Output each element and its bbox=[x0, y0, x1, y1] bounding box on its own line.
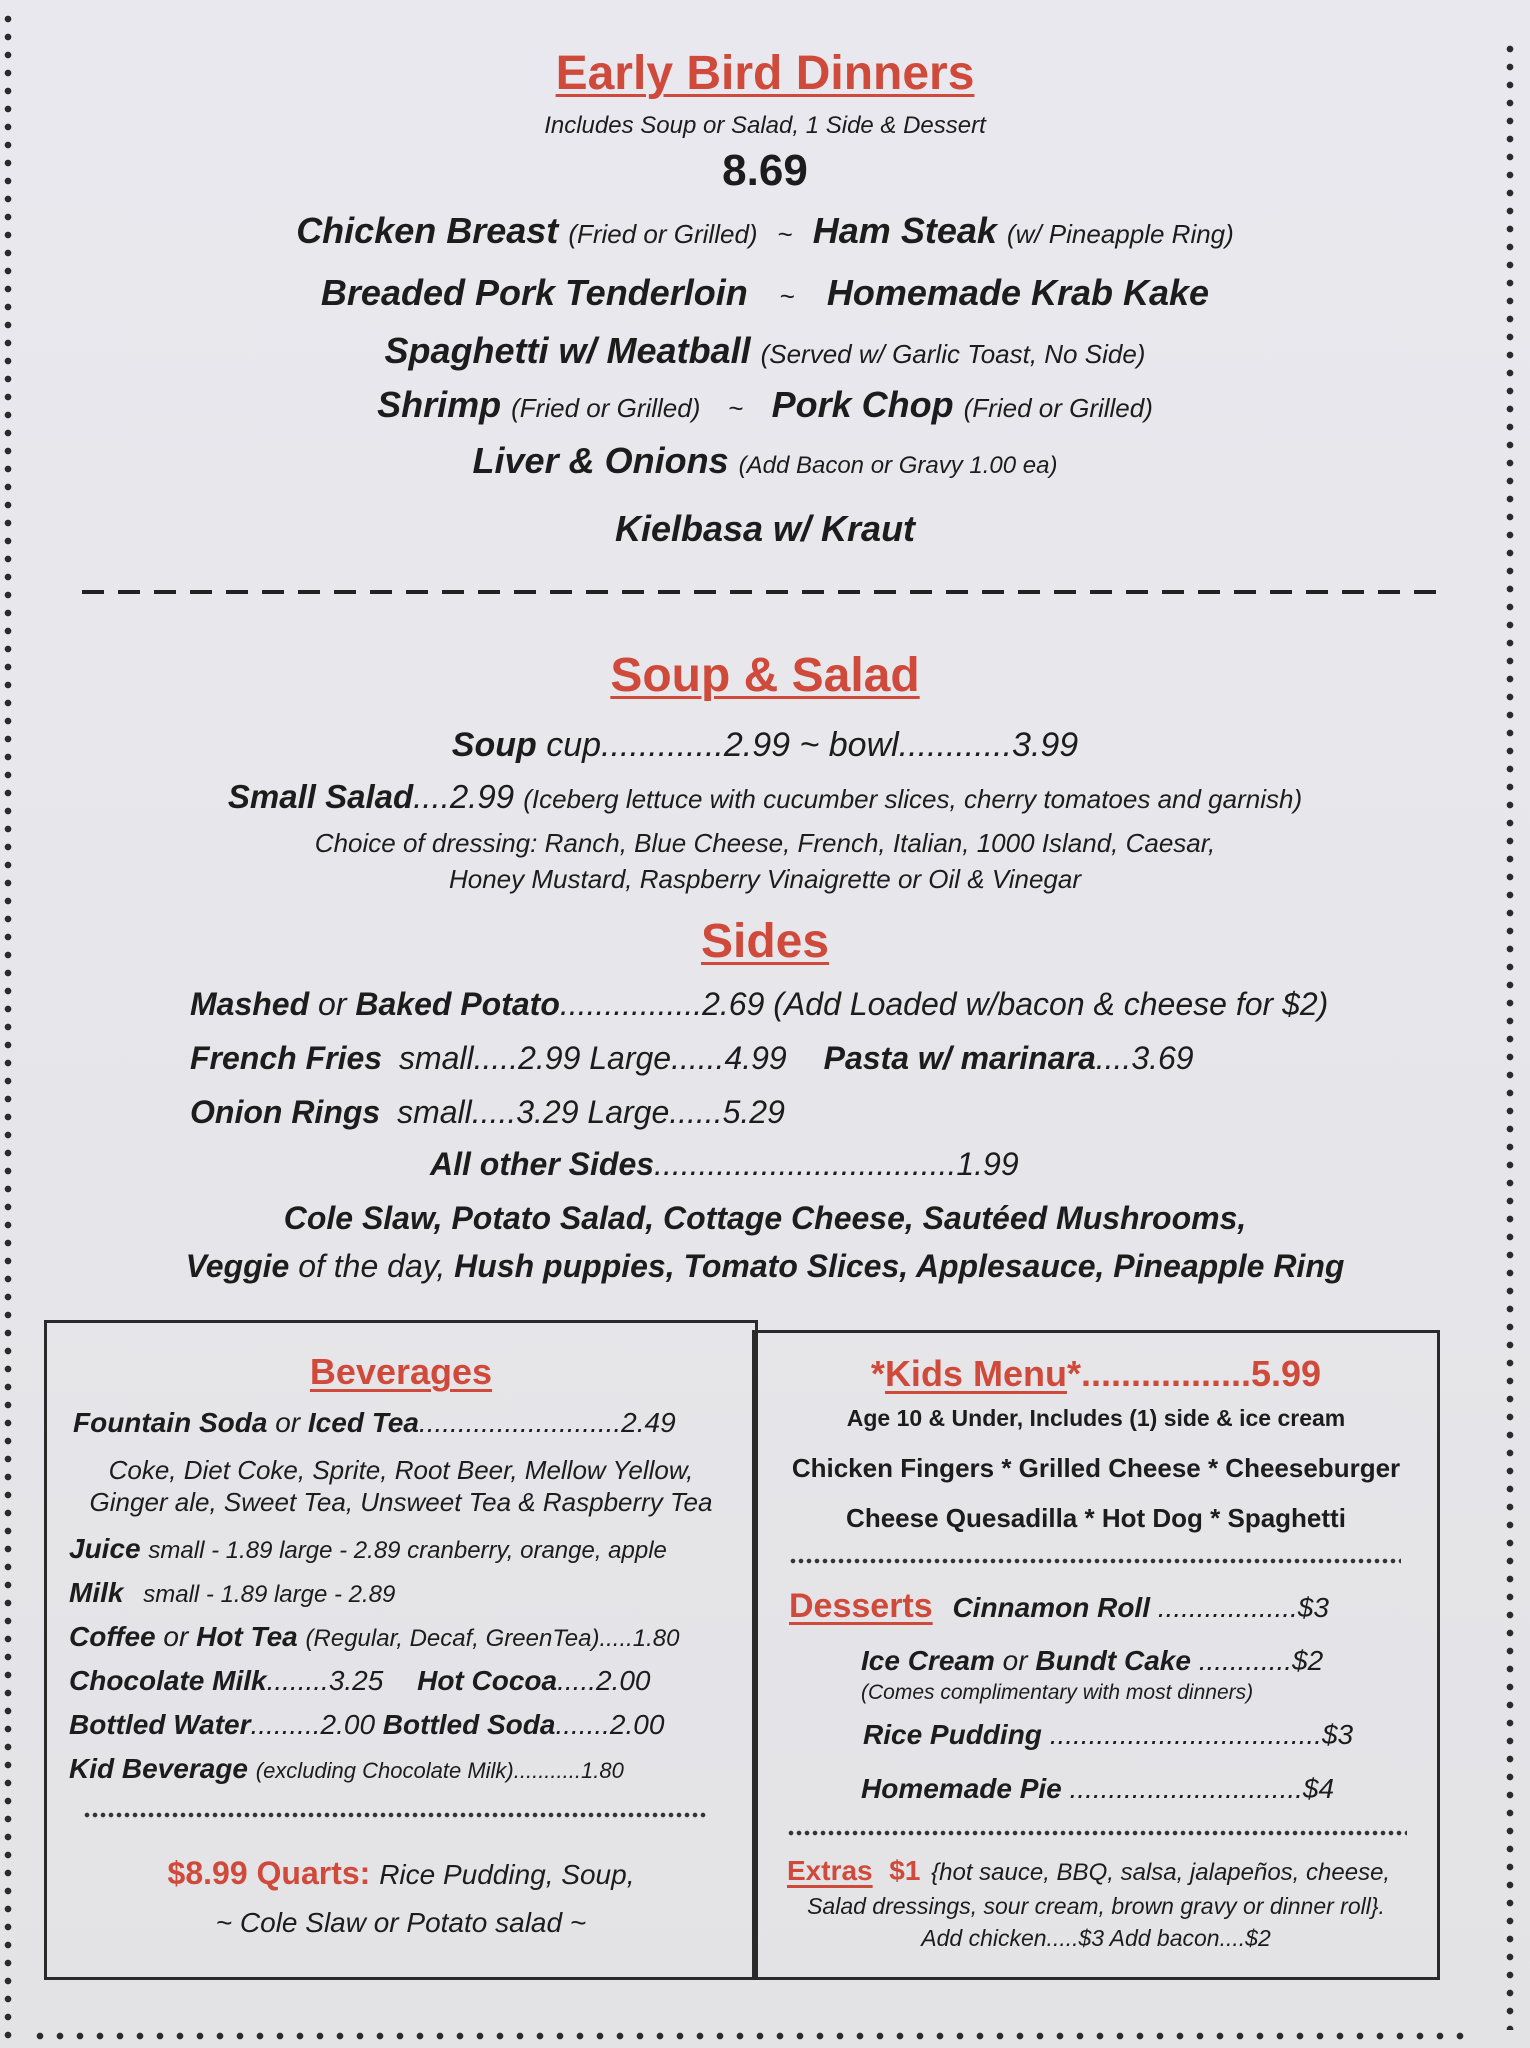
other-price: ..................................1.99 bbox=[654, 1146, 1019, 1182]
juice: Juice bbox=[69, 1533, 141, 1564]
or: or bbox=[275, 1407, 301, 1438]
dessert-comp-note: (Comes complimentary with most dinners) bbox=[861, 1681, 1254, 1704]
sides-fries-line bbox=[190, 1040, 1194, 1077]
bottled-soda: Bottled Soda bbox=[382, 1709, 556, 1740]
roll-price: ..................$3 bbox=[1157, 1592, 1329, 1623]
rings-price: small.....3.29 Large......5.29 bbox=[397, 1094, 785, 1130]
extras-line-1 bbox=[787, 1855, 1390, 1887]
dressing-line-1: Choice of dressing: Ranch, Blue Cheese, French, Italian, 1000 Island, Caesar, bbox=[314, 828, 1216, 858]
french-fries: French Fries bbox=[190, 1040, 383, 1076]
star-divider bbox=[789, 1557, 1401, 1565]
quarts-line-2: ~ Cole Slaw or Potato salad ~ bbox=[215, 1907, 587, 1938]
salad-price: ....2.99 bbox=[413, 778, 515, 815]
veggie: Veggie bbox=[185, 1248, 290, 1284]
rice-pudding: Rice Pudding bbox=[863, 1719, 1042, 1750]
note: (w/ Pineapple Ring) bbox=[1006, 219, 1234, 249]
salad-note: (Iceberg lettuce with cucumber slices, cherry tomatoes and garnish) bbox=[523, 784, 1303, 814]
item-ham-steak: Ham Steak bbox=[812, 210, 997, 251]
onion-rings: Onion Rings bbox=[190, 1094, 381, 1130]
baked-potato: Baked Potato bbox=[355, 986, 560, 1022]
bev-soda-list-2: Ginger ale, Sweet Tea, Unsweet Tea & Raspberry Tea bbox=[89, 1487, 713, 1517]
early-bird-row-2 bbox=[0, 272, 1530, 314]
extras-list-1: {hot sauce, BBQ, salsa, jalapeños, cheese, bbox=[931, 1859, 1391, 1886]
note: (Fried or Grilled) bbox=[511, 393, 701, 423]
soup-label: Soup bbox=[451, 726, 537, 764]
note: (Served w/ Garlic Toast, No Side) bbox=[760, 339, 1146, 369]
homemade-pie: Homemade Pie bbox=[861, 1773, 1062, 1804]
cinnamon-roll: Cinnamon Roll bbox=[952, 1592, 1150, 1623]
bev-soda-line bbox=[73, 1407, 676, 1439]
water-price: .........2.00 bbox=[250, 1709, 376, 1740]
sides-list-2 bbox=[0, 1248, 1530, 1285]
extras-line-3: Add chicken.....$3 Add bacon....$2 bbox=[921, 1925, 1271, 1951]
early-bird-row-1 bbox=[0, 210, 1530, 252]
dashed-divider bbox=[82, 590, 1444, 594]
dotted-border-left bbox=[2, 10, 14, 2040]
bev-juice-line bbox=[69, 1533, 667, 1565]
milk-price: small - 1.89 large - 2.89 bbox=[143, 1581, 396, 1608]
early-bird-price: 8.69 bbox=[722, 146, 808, 195]
bsoda-price: .......2.00 bbox=[555, 1709, 665, 1740]
quarts-line-1 bbox=[47, 1855, 755, 1892]
note: (Add Bacon or Gravy 1.00 ea) bbox=[738, 452, 1058, 479]
star: * bbox=[1066, 1353, 1081, 1394]
pasta: Pasta w/ marinara bbox=[823, 1040, 1096, 1076]
beverages-title: Beverages bbox=[309, 1351, 493, 1392]
extras-line-2: Salad dressings, sour cream, brown gravy or dinner roll}. bbox=[807, 1893, 1385, 1919]
early-bird-row-5 bbox=[0, 440, 1530, 482]
star-divider bbox=[83, 1811, 707, 1819]
bev-choc-line bbox=[69, 1665, 651, 1697]
coffee: Coffee bbox=[69, 1621, 156, 1652]
dessert-pie-line bbox=[861, 1773, 1334, 1805]
note: (Fried or Grilled) bbox=[568, 219, 758, 249]
kid-beverage: Kid Beverage bbox=[69, 1753, 248, 1784]
fries-price: small.....2.99 Large......4.99 bbox=[398, 1040, 787, 1076]
star: * bbox=[870, 1353, 885, 1394]
rice-price: ...................................$3 bbox=[1049, 1719, 1354, 1750]
soup-prices: cup.............2.99 ~ bowl............3.99 bbox=[546, 726, 1079, 764]
sides-list-rest: Hush puppies, Tomato Slices, Applesauce, Pineapple Ring bbox=[454, 1248, 1345, 1284]
dessert-rice-line bbox=[863, 1719, 1353, 1751]
ice-cream: Ice Cream bbox=[861, 1645, 995, 1676]
dessert-icecream-line bbox=[861, 1645, 1323, 1677]
of-the-day: of the day, bbox=[298, 1248, 446, 1284]
desserts-title: Desserts bbox=[789, 1587, 933, 1625]
item-liver-onions: Liver & Onions bbox=[472, 440, 729, 481]
bev-coffee-line bbox=[69, 1621, 680, 1653]
salad-line bbox=[0, 778, 1530, 816]
kids-subtitle: Age 10 & Under, Includes (1) side & ice cream bbox=[846, 1405, 1346, 1431]
early-bird-row-3 bbox=[0, 330, 1530, 372]
quarts-label: $8.99 Quarts: bbox=[167, 1855, 371, 1891]
bev-bottled-line bbox=[69, 1709, 664, 1741]
bev-milk-line bbox=[69, 1577, 395, 1609]
or: or bbox=[1002, 1645, 1028, 1676]
kids-items-1: Chicken Fingers * Grilled Cheese * Cheeseburger bbox=[791, 1453, 1401, 1483]
chocolate-milk: Chocolate Milk bbox=[69, 1665, 267, 1696]
soup-salad-title: Soup & Salad bbox=[610, 649, 920, 702]
coffee-price: (Regular, Decaf, GreenTea).....1.80 bbox=[305, 1625, 680, 1652]
kid-price: (excluding Chocolate Milk)...........1.80 bbox=[255, 1758, 624, 1783]
kids-menu-title: Kids Menu bbox=[884, 1353, 1067, 1394]
salad-label: Small Salad bbox=[227, 778, 414, 815]
sides-rings-line bbox=[190, 1094, 785, 1131]
extras-price: $1 bbox=[889, 1855, 921, 1886]
iced-tea: Iced Tea bbox=[307, 1407, 419, 1438]
soda-price: ..........................2.49 bbox=[418, 1407, 676, 1438]
choc-price: ........3.25 bbox=[266, 1665, 384, 1696]
quarts-items: Rice Pudding, Soup, bbox=[379, 1859, 635, 1890]
or: or bbox=[163, 1621, 189, 1652]
item-spaghetti: Spaghetti w/ Meatball bbox=[384, 330, 751, 371]
kids-title-line bbox=[755, 1353, 1437, 1395]
or: or bbox=[318, 986, 347, 1022]
item-chicken-breast: Chicken Breast bbox=[296, 210, 559, 251]
extras-title: Extras bbox=[787, 1855, 873, 1886]
bundt-price: ............$2 bbox=[1198, 1645, 1324, 1676]
cocoa-price: .....2.00 bbox=[557, 1665, 651, 1696]
soup-line bbox=[0, 726, 1530, 765]
sides-potato-line bbox=[190, 986, 1328, 1023]
all-other-sides: All other Sides bbox=[430, 1146, 655, 1182]
bev-kid-line bbox=[69, 1753, 624, 1785]
separator: ~ bbox=[777, 219, 793, 249]
hot-cocoa: Hot Cocoa bbox=[417, 1665, 558, 1696]
sides-other-line bbox=[430, 1146, 1019, 1183]
kids-items-2: Cheese Quesadilla * Hot Dog * Spaghetti bbox=[846, 1503, 1346, 1533]
star-divider bbox=[787, 1829, 1407, 1837]
beverages-box bbox=[44, 1320, 758, 1980]
hot-tea: Hot Tea bbox=[196, 1621, 298, 1652]
dotted-border-bottom bbox=[30, 2030, 1470, 2042]
sides-list-1: Cole Slaw, Potato Salad, Cottage Cheese, Sautéed Mushrooms, bbox=[283, 1200, 1247, 1236]
dressing-line-2: Honey Mustard, Raspberry Vinaigrette or Oil & Vinegar bbox=[448, 864, 1081, 894]
item-kielbasa: Kielbasa w/ Kraut bbox=[614, 508, 916, 549]
item-shrimp: Shrimp bbox=[377, 384, 502, 425]
dessert-roll-line bbox=[789, 1587, 1329, 1626]
kids-price: .................5.99 bbox=[1080, 1353, 1322, 1394]
early-bird-subtitle: Includes Soup or Salad, 1 Side & Dessert bbox=[544, 112, 986, 139]
kids-desserts-box bbox=[752, 1330, 1440, 1980]
early-bird-row-4 bbox=[0, 384, 1530, 426]
fountain-soda: Fountain Soda bbox=[73, 1407, 268, 1438]
item-krab-kake: Homemade Krab Kake bbox=[826, 272, 1210, 313]
milk: Milk bbox=[69, 1577, 124, 1608]
separator: ~ bbox=[728, 393, 744, 423]
item-pork-chop: Pork Chop bbox=[771, 384, 954, 425]
item-pork-tenderloin: Breaded Pork Tenderloin bbox=[320, 272, 748, 313]
sides-title: Sides bbox=[700, 915, 830, 968]
early-bird-title: Early Bird Dinners bbox=[555, 47, 975, 100]
juice-price: small - 1.89 large - 2.89 cranberry, orange, apple bbox=[148, 1537, 667, 1564]
pie-price: ..............................$4 bbox=[1069, 1773, 1335, 1804]
bev-soda-list-1: Coke, Diet Coke, Sprite, Root Beer, Mellow Yellow, bbox=[108, 1455, 694, 1485]
separator: ~ bbox=[779, 281, 795, 311]
note: (Fried or Grilled) bbox=[963, 393, 1153, 423]
bottled-water: Bottled Water bbox=[69, 1709, 251, 1740]
bundt-cake: Bundt Cake bbox=[1035, 1645, 1191, 1676]
pasta-price: ....3.69 bbox=[1095, 1040, 1194, 1076]
potato-price: ................2.69 (Add Loaded w/bacon & cheese for $2) bbox=[559, 986, 1329, 1022]
mashed: Mashed bbox=[190, 986, 310, 1022]
